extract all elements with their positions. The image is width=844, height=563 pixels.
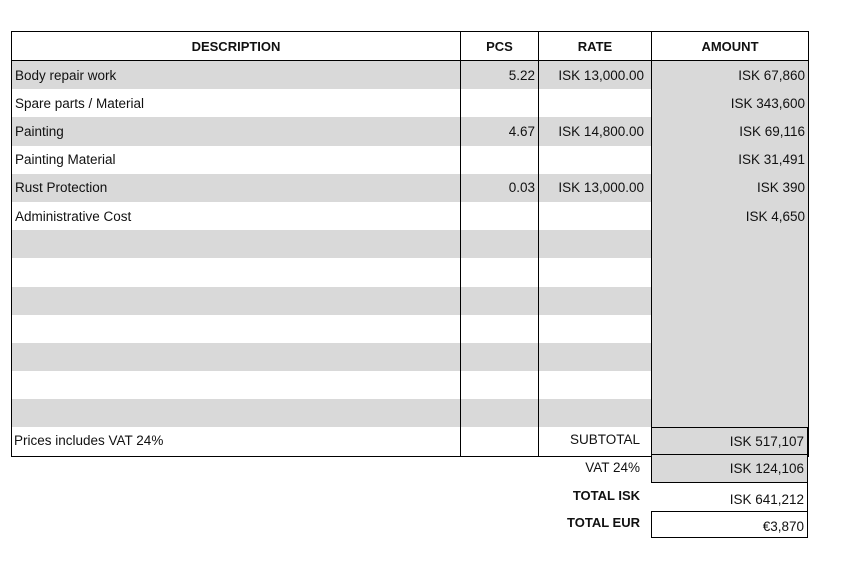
vat-row <box>11 455 808 483</box>
cell-pcs <box>461 287 539 315</box>
table-row <box>12 117 809 145</box>
vat-value: ISK 124,106 <box>651 455 808 483</box>
cell-amount <box>652 258 809 286</box>
cell-rate <box>539 202 652 230</box>
header-pcs: PCS <box>461 32 539 61</box>
cell-rate: ISK 14,800.00 <box>539 117 652 145</box>
cell-pcs <box>461 258 539 286</box>
table-row <box>12 399 809 427</box>
cell-pcs: 0.03 <box>461 174 539 202</box>
table-row <box>12 89 809 117</box>
cell-description <box>12 230 461 258</box>
cell-rate <box>539 89 652 117</box>
cell-rate <box>539 343 652 371</box>
cell-amount <box>652 399 809 427</box>
cell-amount: ISK 31,491 <box>652 146 809 174</box>
cell-rate <box>539 287 652 315</box>
cell-amount: ISK 69,116 <box>652 117 809 145</box>
cell-amount <box>652 230 809 258</box>
cell-amount <box>652 343 809 371</box>
cell-pcs <box>461 89 539 117</box>
table-row <box>12 315 809 343</box>
cell-amount: ISK 67,860 <box>652 61 809 90</box>
cell-description: Painting Material <box>12 146 461 174</box>
cell-pcs <box>461 230 539 258</box>
cell-rate <box>539 315 652 343</box>
cell-description <box>12 371 461 399</box>
total-eur-row <box>11 511 808 539</box>
table-row <box>12 146 809 174</box>
table-header-row <box>12 32 809 61</box>
cell-description: Painting <box>12 117 461 145</box>
invoice <box>11 31 808 534</box>
cell-description: Spare parts / Material <box>12 89 461 117</box>
total-isk-value: ISK 641,212 <box>651 483 808 511</box>
subtotal-label: SUBTOTAL <box>569 432 640 447</box>
table-row <box>12 343 809 371</box>
total-eur-label: TOTAL EUR <box>567 515 640 530</box>
cell-rate <box>539 230 652 258</box>
header-rate: RATE <box>539 32 652 61</box>
total-eur-value: €3,870 <box>651 511 808 538</box>
vat-label: VAT 24% <box>585 460 640 475</box>
cell-description <box>12 399 461 427</box>
cell-pcs: 4.67 <box>461 117 539 145</box>
vat-note: Prices includes VAT 24% <box>14 433 164 448</box>
cell-amount <box>652 315 809 343</box>
cell-description <box>12 343 461 371</box>
cell-description: Rust Protection <box>12 174 461 202</box>
subtotal-value: ISK 517,107 <box>651 427 808 455</box>
cell-pcs <box>461 202 539 230</box>
line-items-table <box>11 31 809 457</box>
cell-amount: ISK 390 <box>652 174 809 202</box>
cell-description: Body repair work <box>12 61 461 90</box>
cell-amount <box>652 371 809 399</box>
total-isk-label: TOTAL ISK <box>572 488 640 503</box>
cell-amount: ISK 4,650 <box>652 202 809 230</box>
cell-pcs <box>461 343 539 371</box>
cell-pcs <box>461 315 539 343</box>
cell-rate: ISK 13,000.00 <box>539 174 652 202</box>
header-amount: AMOUNT <box>652 32 809 61</box>
table-row <box>12 371 809 399</box>
cell-rate <box>539 371 652 399</box>
line-items-body <box>12 61 809 457</box>
cell-pcs <box>461 399 539 427</box>
cell-rate <box>539 258 652 286</box>
table-row <box>12 174 809 202</box>
cell-description: Administrative Cost <box>12 202 461 230</box>
table-row <box>12 258 809 286</box>
cell-description <box>12 287 461 315</box>
cell-amount <box>652 287 809 315</box>
total-isk-row <box>11 483 808 511</box>
table-row <box>12 202 809 230</box>
cell-amount: ISK 343,600 <box>652 89 809 117</box>
table-row <box>12 287 809 315</box>
table-row <box>12 61 809 90</box>
cell-rate: ISK 13,000.00 <box>539 61 652 90</box>
cell-pcs <box>461 371 539 399</box>
subtotal-row <box>11 427 808 455</box>
header-description: DESCRIPTION <box>12 32 461 61</box>
cell-rate <box>539 146 652 174</box>
cell-pcs: 5.22 <box>461 61 539 90</box>
cell-description <box>12 258 461 286</box>
cell-rate <box>539 399 652 427</box>
cell-description <box>12 315 461 343</box>
cell-pcs <box>461 146 539 174</box>
table-row <box>12 230 809 258</box>
